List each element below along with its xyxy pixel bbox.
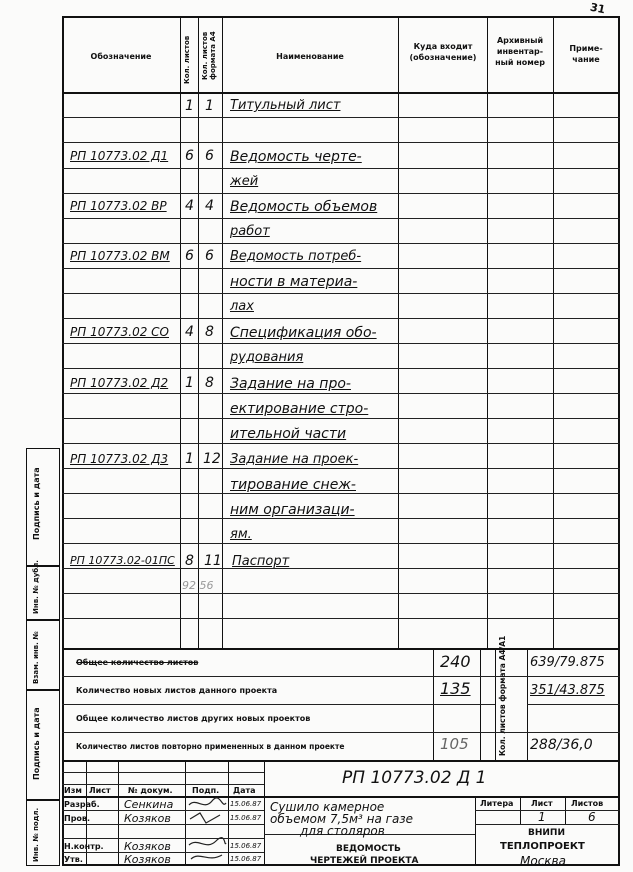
- row-line: [62, 268, 620, 269]
- row-2-name-1: Ведомость черте-: [230, 149, 362, 165]
- col-line: [487, 16, 488, 648]
- stamp-date-2: 15.06.87: [230, 814, 262, 822]
- totals-col-line: [495, 648, 496, 760]
- row-5-name-1: Спецификация обо-: [230, 325, 377, 341]
- format-new: 351/43.875: [530, 683, 605, 698]
- stamp-org-city: Москва: [520, 854, 566, 868]
- row-5-designation: РП 10773.02 СО: [70, 325, 169, 339]
- totals-line: [62, 760, 620, 762]
- row-7-name-1: Задание на проек-: [230, 452, 359, 467]
- stamp-role-1: Разраб.: [64, 800, 100, 809]
- page-number: 31: [588, 0, 607, 17]
- col-line: [198, 16, 199, 648]
- stamp-list-value: 1: [538, 810, 546, 824]
- col-line: [398, 16, 399, 648]
- format-total: 639/79.875: [530, 655, 605, 670]
- other-label: Общее количество листов других новых проектов: [76, 714, 311, 723]
- row-line: [62, 168, 620, 169]
- stamp-col-line: [264, 760, 265, 866]
- row-4-name-1: Ведомость потреб-: [230, 249, 362, 264]
- format-label: Кол. листов формата А4/А1: [498, 635, 507, 756]
- stamp-title-hand-1: Сушило камерное: [270, 800, 385, 814]
- totals-line: [62, 732, 620, 733]
- row-line: [62, 648, 620, 650]
- signature-scribble: [189, 798, 226, 805]
- row-4-name-3: лах: [230, 299, 254, 314]
- header-archive-2: инвентар-: [496, 47, 544, 56]
- row-6-sheets: 1: [185, 375, 194, 391]
- row-8-name-1: Паспорт: [232, 554, 290, 569]
- header-divider: [62, 92, 620, 94]
- row-line: [62, 368, 620, 369]
- header-where-1: Куда входит: [413, 42, 473, 51]
- row-6-name-2: ектирование стро-: [230, 401, 369, 417]
- row-7-name-3: ним организаци-: [230, 502, 355, 518]
- row-3-a4: 4: [205, 198, 214, 214]
- totals-line: [62, 676, 620, 677]
- stamp-org-2: ТЕПЛОПРОЕКТ: [500, 841, 585, 852]
- stamp-date-5: 15.06.87: [230, 855, 262, 863]
- row-7-designation: РП 10773.02 Д3: [70, 452, 169, 466]
- totals-line: [62, 704, 495, 705]
- col-line: [180, 16, 181, 648]
- row-4-sheets: 6: [185, 248, 194, 264]
- row-5-sheets: 4: [185, 324, 194, 340]
- stamp-list-label: Лист: [531, 799, 553, 808]
- stamp-col-line: [475, 796, 476, 866]
- row-3-designation: РП 10773.02 ВР: [70, 199, 167, 213]
- header-where-2: (обозначение): [409, 53, 477, 62]
- stamp-col-date: Дата: [233, 786, 256, 795]
- row-6-name-1: Задание на про-: [230, 376, 351, 392]
- row-5-name-2: рудования: [230, 350, 304, 365]
- stamp-col-izm: Изм: [64, 786, 82, 795]
- row-4-name-2: ности в материа-: [230, 274, 358, 290]
- row-8-sheets: 8: [185, 553, 194, 569]
- row-line: [62, 243, 620, 244]
- stamp-col-doc: № докум.: [128, 786, 173, 795]
- row-7-name-2: тирование снеж-: [230, 477, 356, 493]
- signature-scribble: [191, 855, 222, 859]
- stamp-line: [475, 810, 620, 811]
- stamp-line: [475, 824, 620, 825]
- totals-line: [527, 704, 620, 705]
- row-3-name-1: Ведомость объемов: [230, 199, 378, 215]
- row-2-sheets: 6: [185, 148, 194, 164]
- stamp-code: РП 10773.02 Д 1: [342, 768, 487, 788]
- stamp-lists-label: Листов: [571, 799, 604, 808]
- header-name: Наименование: [276, 52, 344, 61]
- side-sign-date-2: Подпись и дата: [32, 707, 41, 780]
- stamp-title-print-1: ВЕДОМОСТЬ: [336, 844, 401, 854]
- row-4-a4: 6: [205, 248, 214, 264]
- row-1-name-1: Титульный лист: [230, 98, 341, 113]
- row-7-a4: 12: [203, 451, 221, 467]
- stamp-name-4: Козяков: [124, 840, 171, 853]
- header-archive-1: Архивный: [496, 36, 544, 45]
- stamp-col-line: [228, 760, 229, 866]
- row-line: [62, 543, 620, 544]
- row-line: [62, 418, 620, 419]
- stamp-col-list: Лист: [89, 786, 111, 795]
- stamp-date-1: 15.06.87: [230, 800, 262, 808]
- row-6-name-3: ительной части: [230, 426, 347, 442]
- row-1-sheets: 1: [185, 98, 194, 114]
- reused-label: Количество листов повторно примененных в данном проекте: [76, 742, 345, 751]
- total-value: 240: [440, 652, 471, 671]
- stamp-name-2: Козяков: [124, 812, 171, 825]
- row-line: [62, 343, 620, 344]
- row-4-designation: РП 10773.02 ВМ: [70, 249, 170, 263]
- side-sign-date-1: Подпись и дата: [32, 467, 41, 540]
- row-line: [62, 468, 620, 469]
- row-line: [62, 142, 620, 143]
- signature-marks: [186, 797, 228, 866]
- stamp-date-4: 15.06.87: [230, 842, 262, 850]
- new-label: Количество новых листов данного проекта: [76, 686, 278, 695]
- row-5-a4: 8: [205, 324, 214, 340]
- header-designation: Обозначение: [90, 52, 152, 61]
- stamp-col-sign: Подп.: [192, 786, 220, 795]
- row-6-designation: РП 10773.02 Д2: [70, 376, 169, 390]
- row-3-sheets: 4: [185, 198, 194, 214]
- stamp-role-5: Утв.: [64, 855, 83, 864]
- stamp-title-hand-3: для столяров: [300, 824, 385, 838]
- row-8-designation: РП 10773.02-01ПС: [70, 554, 175, 567]
- reused-value: 105: [440, 735, 469, 753]
- stamp-name-1: Сенкина: [124, 798, 174, 811]
- stamp-name-5: Козяков: [124, 853, 171, 866]
- pencil-note: 92 56: [182, 579, 214, 592]
- row-7-sheets: 1: [185, 451, 194, 467]
- stamp-title-hand-2: объемом 7,5м³ на газе: [270, 812, 414, 826]
- row-line: [62, 193, 620, 194]
- row-line: [62, 318, 620, 319]
- new-value: 135: [440, 679, 471, 698]
- row-line: [62, 568, 620, 569]
- row-line: [62, 117, 620, 118]
- row-2-a4: 6: [205, 148, 214, 164]
- header-count-sheets: Кол. листов: [183, 35, 191, 84]
- row-line: [62, 493, 620, 494]
- stamp-org-1: ВНИПИ: [528, 828, 565, 838]
- stamp-lists-value: 6: [588, 810, 596, 824]
- row-2-designation: РП 10773.02 Д1: [70, 149, 169, 163]
- stamp-col-line: [118, 760, 119, 866]
- total-label: Общее количество листов: [76, 658, 199, 667]
- row-7-name-4: ям.: [230, 527, 252, 542]
- side-vzam-inv: Взам. инв. №: [32, 631, 40, 684]
- col-line: [222, 16, 223, 648]
- stamp-role-2: Пров.: [64, 814, 91, 823]
- stamp-line: [62, 784, 264, 785]
- row-3-name-2: работ: [230, 224, 270, 239]
- row-line: [62, 518, 620, 519]
- format-reused: 288/36,0: [530, 737, 593, 753]
- header-count-a4: Кол. листов формата А4: [201, 31, 217, 80]
- row-line: [62, 293, 620, 294]
- row-8-a4: 11: [204, 553, 222, 569]
- header-note-2: чание: [572, 55, 600, 64]
- stamp-line: [62, 838, 264, 839]
- side-inv-podl: Инв. № подл.: [32, 807, 40, 862]
- header-archive-3: ный номер: [495, 58, 545, 67]
- row-line: [62, 393, 620, 394]
- stamp-title-print-2: ЧЕРТЕЖЕЙ ПРОЕКТА: [310, 856, 419, 866]
- row-1-a4: 1: [205, 98, 214, 114]
- row-6-a4: 8: [205, 375, 214, 391]
- col-line: [553, 16, 554, 648]
- row-line: [62, 443, 620, 444]
- header-note-1: Приме-: [569, 44, 603, 53]
- signature-scribble: [190, 813, 220, 823]
- stamp-role-4: Н.контр.: [64, 842, 104, 851]
- signature-scribble: [189, 838, 226, 845]
- stamp-line: [62, 772, 264, 773]
- row-line: [62, 593, 620, 594]
- row-line: [62, 218, 620, 219]
- row-line: [62, 618, 620, 619]
- side-inv-dubl: Инв. № дубл.: [32, 560, 40, 614]
- stamp-litera: Литера: [480, 799, 514, 808]
- row-2-name-2: жей: [230, 174, 259, 189]
